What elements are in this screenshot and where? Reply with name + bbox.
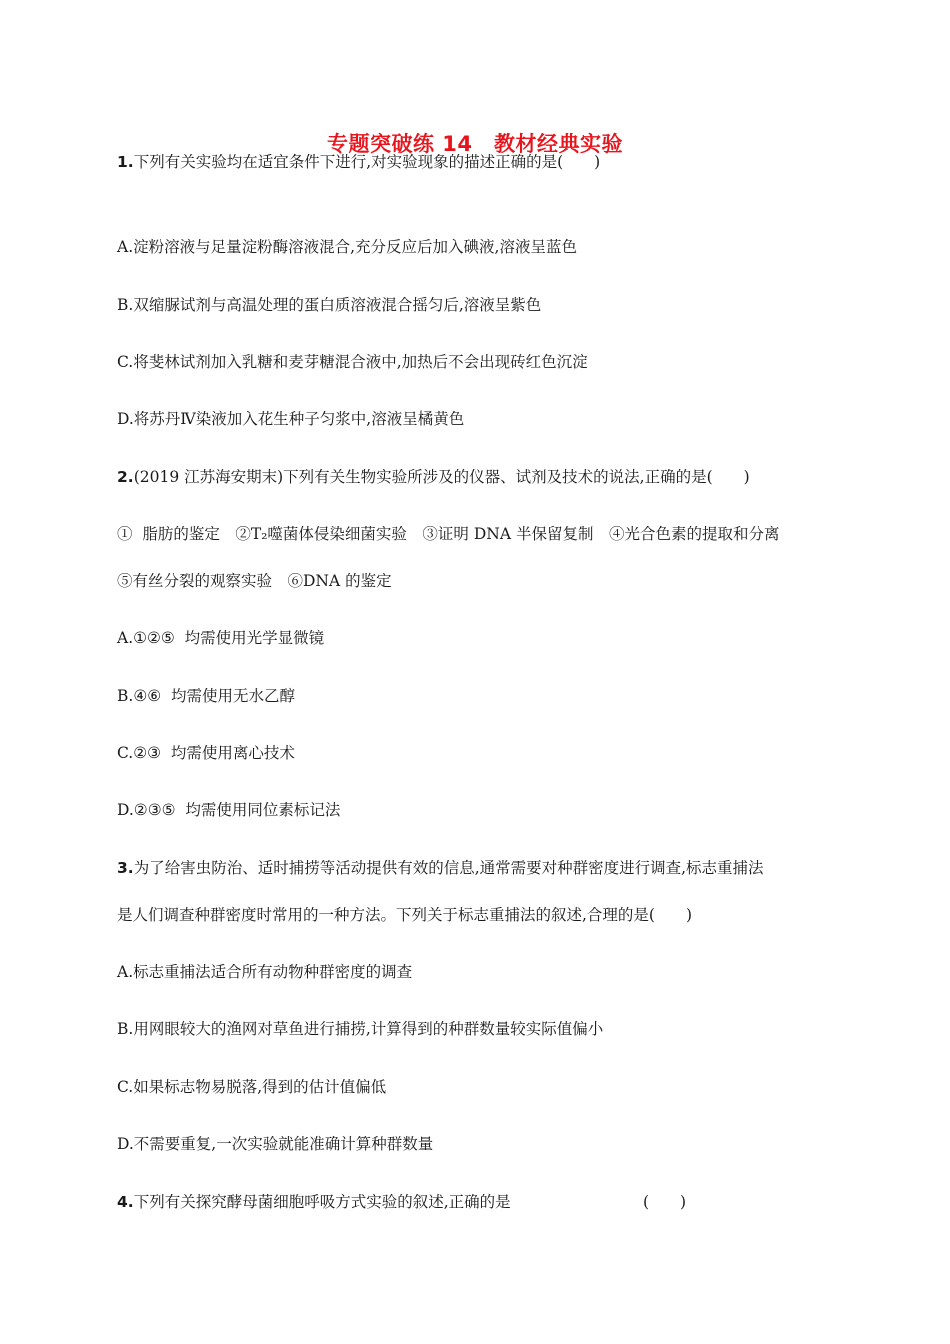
question-1-stem: 1.下列有关实验均在适宜条件下进行,对实验现象的描述正确的是( ) [117, 153, 601, 171]
question-3-option-a: A.标志重捕法适合所有动物种群密度的调查 [117, 963, 413, 981]
question-2-items-line-2: ⑤有丝分裂的观察实验 ⑥DNA 的鉴定 [117, 572, 392, 590]
question-4-number: 4. [117, 1193, 134, 1211]
question-2-option-a: A.①②⑤ 均需使用光学显微镜 [117, 629, 325, 647]
question-2-option-d: D.②③⑤ 均需使用同位素标记法 [117, 801, 341, 819]
question-3-number: 3. [117, 859, 134, 877]
question-2-option-c: C.②③ 均需使用离心技术 [117, 744, 295, 762]
question-2-stem: 2.(2019 江苏海安期末)下列有关生物实验所涉及的仪器、试剂及技术的说法,正确的是( ) [117, 468, 750, 486]
question-2-items-line-1: ① 脂肪的鉴定 ②T₂噬菌体侵染细菌实验 ③证明 DNA 半保留复制 ④光合色素的提取和分离 [117, 525, 780, 543]
question-3-option-d: D.不需要重复,一次实验就能准确计算种群数量 [117, 1135, 434, 1153]
question-3-option-b: B.用网眼较大的渔网对草鱼进行捕捞,计算得到的种群数量较实际值偏小 [117, 1020, 604, 1038]
question-4-answer-paren: ( ) [643, 1193, 687, 1211]
question-3-stem-line-2: 是人们调查种群密度时常用的一种方法。下列关于标志重捕法的叙述,合理的是( ) [117, 906, 693, 924]
question-4-stem: 4.下列有关探究酵母菌细胞呼吸方式实验的叙述,正确的是 [117, 1193, 511, 1211]
page-title: 专题突破练 14 教材经典实验 [326, 132, 624, 156]
question-1-option-b: B.双缩脲试剂与高温处理的蛋白质溶液混合摇匀后,溶液呈紫色 [117, 296, 542, 314]
question-2-number: 2. [117, 468, 134, 486]
question-2-option-b: B.④⑥ 均需使用无水乙醇 [117, 687, 295, 705]
question-3-option-c: C.如果标志物易脱落,得到的估计值偏低 [117, 1078, 387, 1096]
question-1-option-a: A.淀粉溶液与足量淀粉酶溶液混合,充分反应后加入碘液,溶液呈蓝色 [117, 238, 577, 256]
question-1-number: 1. [117, 153, 134, 171]
question-1-option-c: C.将斐林试剂加入乳糖和麦芽糖混合液中,加热后不会出现砖红色沉淀 [117, 353, 588, 371]
question-1-option-d: D.将苏丹Ⅳ染液加入花生种子匀浆中,溶液呈橘黄色 [117, 410, 465, 428]
question-3-stem-line-1: 3.为了给害虫防治、适时捕捞等活动提供有效的信息,通常需要对种群密度进行调查,标志重捕法 [117, 859, 764, 877]
